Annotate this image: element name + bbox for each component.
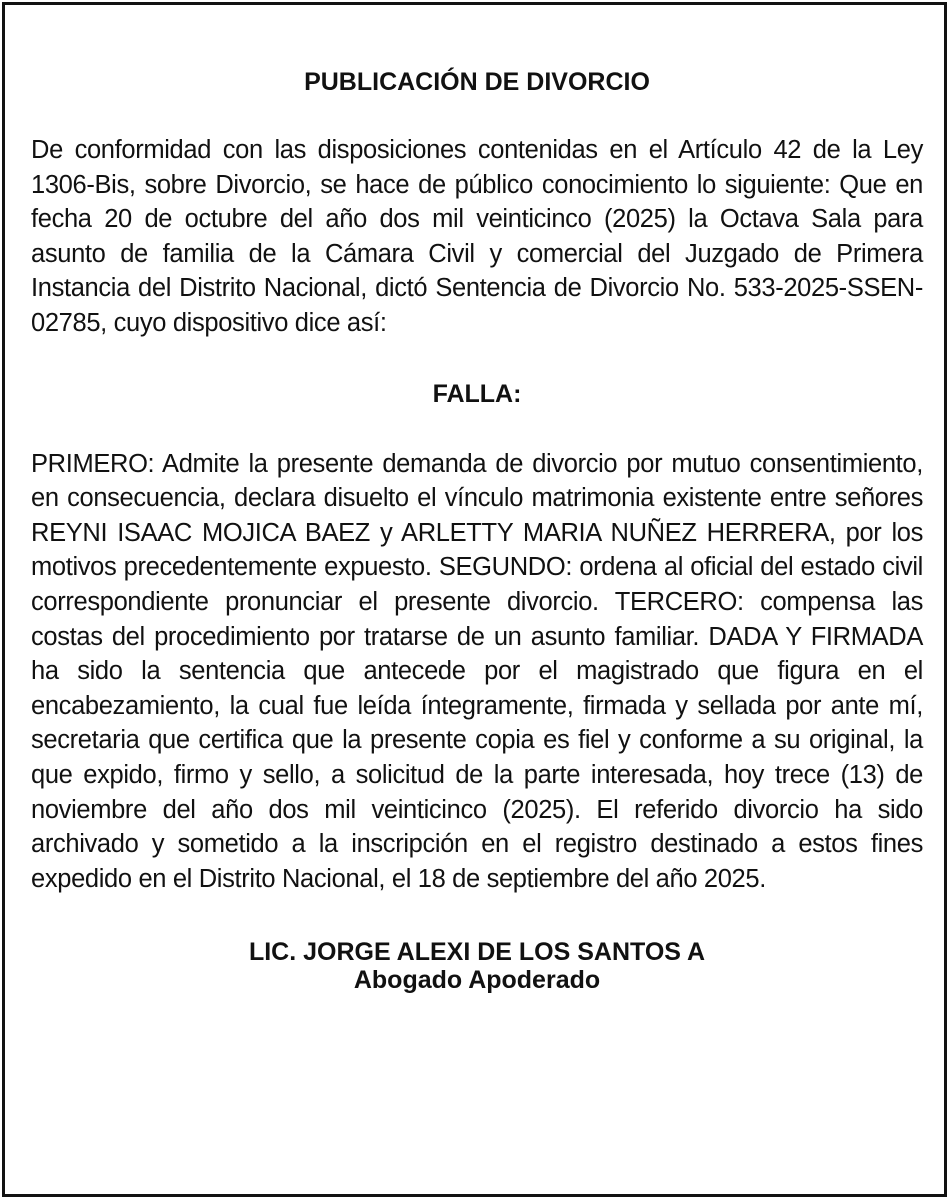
- notice-title: PUBLICACIÓN DE DIVORCIO: [304, 68, 650, 96]
- notice-border: [2, 2, 947, 1197]
- notice-content: [31, 67, 923, 994]
- signatory-role: Abogado Apoderado: [353, 966, 601, 995]
- ruling-paragraph: PRIMERO: Admite la presente demanda de divorcio por mutuo consentimiento, en consecuencia, declara disuelto el vínculo matrimonia existente entre señores REYNI ISAAC MOJICA BAEZ y ARLETTY MARIA NUÑEZ HERRERA, por los motivos precedentemente expuesto. SEGUNDO: ordena al oficial del estado civil correspondiente pronunciar el presente divorcio. TERCERO: compensa las costas del procedimiento por tratarse de un asunto familiar. DADA Y FIRMADA ha sido la sentencia que antecede por el magistrado que figura en el encabezamiento, la cual fue leída íntegramente, firmada y sellada por ante mí, secretaria que certifica que la presente copia es fiel y conforme a su original, la que expido, firmo y sello, a solicitud de la parte interesada, hoy trece (13) de noviembre del año dos mil veinticinco (2025). El referido divorcio ha sido archivado y sometido a la inscripción en el registro destinado a estos fines expedido en el Distrito Nacional, el 18 de septiembre del año 2025.: [31, 449, 923, 893]
- falla-heading: FALLA:: [432, 379, 522, 408]
- intro-paragraph: De conformidad con las disposiciones contenidas en el Artículo 42 de la Ley 1306-Bis, sobre Divorcio, se hace de público conocimiento lo siguiente: Que en fecha 20 de octubre del año dos mil veinticinco (2025) la Octava Sala para asunto de familia de la Cámara Civil y comercial del Juzgado de Primera Instancia del Distrito Nacional, dictó Sentencia de Divorcio No. 533-2025-SSEN-02785, cuyo dispositivo dice así:: [31, 136, 923, 337]
- signatory-name: LIC. JORGE ALEXI DE LOS SANTOS A: [248, 938, 706, 967]
